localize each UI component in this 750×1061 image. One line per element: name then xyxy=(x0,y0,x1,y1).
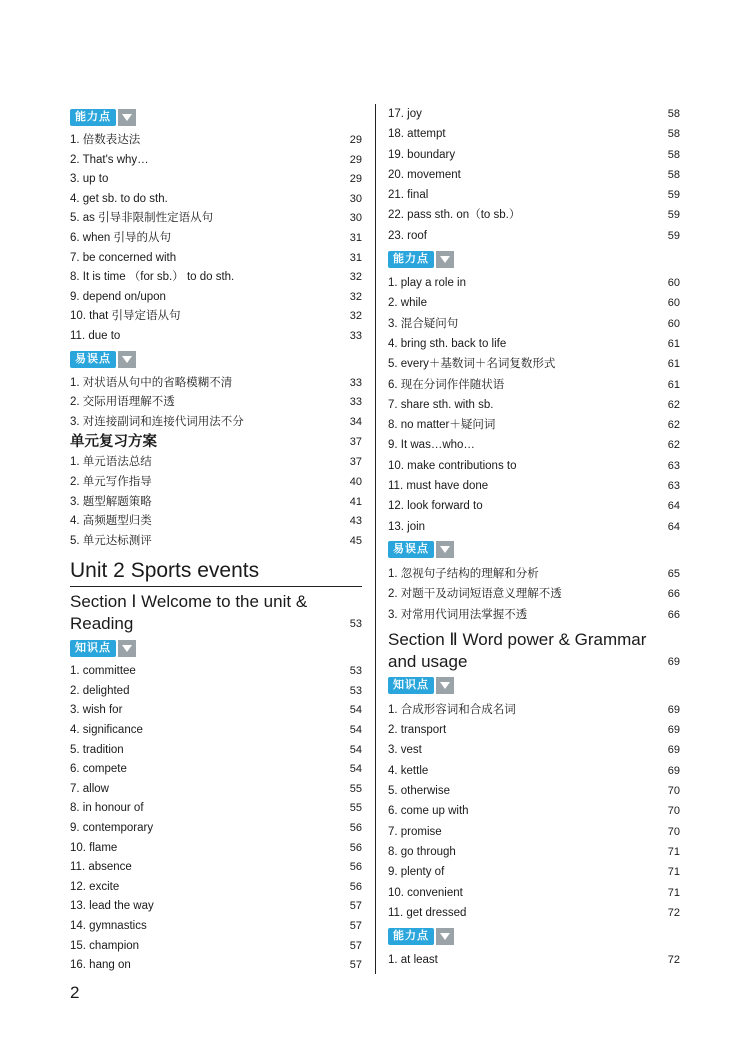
entry-label: 5. tradition xyxy=(70,743,124,756)
entry-page: 71 xyxy=(667,845,680,858)
entry-label: 6. come up with xyxy=(388,805,469,818)
toc-entry[interactable] xyxy=(70,839,362,859)
entry-page: 58 xyxy=(667,108,680,120)
entry-label: 12. excite xyxy=(70,880,120,893)
entry-label: 2. That's why… xyxy=(70,153,149,166)
toc-entry[interactable] xyxy=(388,883,680,903)
entry-page: 54 xyxy=(349,763,362,776)
entry-list xyxy=(388,564,680,625)
entry-page: 30 xyxy=(349,192,362,205)
entry-label: 5. otherwise xyxy=(388,785,451,798)
entry-page: 60 xyxy=(667,277,680,290)
entry-label: 8. no matter＋疑问词 xyxy=(388,419,496,432)
entry-page: 33 xyxy=(349,329,362,342)
entry-list xyxy=(70,662,362,976)
entry-page: 54 xyxy=(349,704,362,717)
entry-page: 53 xyxy=(349,684,362,697)
entry-label: 4. kettle xyxy=(388,764,429,777)
entry-page: 53 xyxy=(349,665,362,678)
entry-label: 1. 忽视句子结构的理解和分析 xyxy=(388,567,539,580)
toc-entry[interactable] xyxy=(70,453,362,473)
toc-entry[interactable] xyxy=(70,799,362,819)
entry-label: 8. It is time （for sb.） to do sth. xyxy=(70,271,235,284)
entry-label: 16. hang on xyxy=(70,959,131,972)
chevron-down-icon xyxy=(436,251,454,268)
entry-label: 17. joy xyxy=(388,108,422,120)
toc-entry[interactable] xyxy=(388,720,680,740)
entry-page: 33 xyxy=(349,376,362,389)
toc-entry[interactable] xyxy=(70,327,362,347)
entry-label: 12. look forward to xyxy=(388,500,483,513)
toc-entry[interactable] xyxy=(70,682,362,702)
toc-entry[interactable] xyxy=(388,226,680,246)
toc-entry[interactable] xyxy=(388,104,680,124)
entry-label: 9. contemporary xyxy=(70,822,154,835)
entry-page: 30 xyxy=(349,212,362,225)
toc-entry[interactable] xyxy=(388,293,680,313)
entry-page: 55 xyxy=(349,782,362,795)
entry-page: 57 xyxy=(349,920,362,932)
entry-list xyxy=(70,374,362,433)
entry-page: 29 xyxy=(349,134,362,146)
entry-label: 4. get sb. to do sth. xyxy=(70,192,168,205)
toc-entry[interactable] xyxy=(70,897,362,917)
entry-page: 66 xyxy=(667,588,680,601)
toc-entry[interactable] xyxy=(70,374,362,394)
entry-label: 11. must have done xyxy=(388,480,489,493)
entry-page: 54 xyxy=(349,743,362,756)
tag-label: 易误点 xyxy=(70,351,116,368)
entry-list xyxy=(70,453,362,551)
entry-page: 69 xyxy=(667,724,680,737)
toc-entry[interactable] xyxy=(388,165,680,185)
entry-label: 1. 倍数表达法 xyxy=(70,134,141,146)
entry-label: 7. be concerned with xyxy=(70,251,177,264)
entry-label: 8. go through xyxy=(388,845,456,858)
toc-entry[interactable] xyxy=(388,564,680,584)
entry-label: 2. 单元写作指导 xyxy=(70,475,152,488)
entry-label: 23. roof xyxy=(388,229,427,242)
toc-entry[interactable] xyxy=(388,950,680,970)
entry-label: 3. 对连接副词和连接代词用法不分 xyxy=(70,415,244,428)
entry-page: 57 xyxy=(349,959,362,972)
entry-page: 58 xyxy=(667,168,680,181)
toc-entry[interactable] xyxy=(388,145,680,165)
section-page: 53 xyxy=(349,618,362,631)
toc-entry[interactable] xyxy=(388,801,680,821)
entry-label: 7. allow xyxy=(70,782,109,795)
chevron-down-icon xyxy=(436,677,454,694)
entry-page: 58 xyxy=(667,128,680,141)
entry-page: 63 xyxy=(667,480,680,493)
entry-label: 9. It was…who… xyxy=(388,439,475,452)
chevron-down-icon xyxy=(118,351,136,368)
entry-label: 5. 单元达标测评 xyxy=(70,534,152,547)
entry-page: 64 xyxy=(667,520,680,533)
toc-entry[interactable] xyxy=(70,701,362,721)
chevron-down-icon xyxy=(436,541,454,558)
entry-page: 59 xyxy=(667,209,680,222)
entry-page: 61 xyxy=(667,358,680,371)
entry-page: 63 xyxy=(667,459,680,472)
entry-label: 11. due to xyxy=(70,329,121,342)
entry-label: 19. boundary xyxy=(388,148,456,161)
review-page: 37 xyxy=(349,436,362,449)
section-title-line: Reading xyxy=(70,614,134,634)
entry-label: 5. every＋基数词＋名词复数形式 xyxy=(388,358,556,371)
entry-label: 3. 混合疑问句 xyxy=(388,317,459,330)
toc-entry[interactable] xyxy=(388,517,680,537)
entry-list xyxy=(388,104,680,246)
entry-list xyxy=(388,700,680,923)
toc-entry[interactable] xyxy=(70,662,362,682)
entry-label: 4. significance xyxy=(70,724,143,737)
toc-entry[interactable] xyxy=(388,496,680,516)
toc-entry[interactable] xyxy=(388,781,680,801)
entry-label: 14. gymnastics xyxy=(70,920,147,932)
section-1-title[interactable] xyxy=(70,591,362,635)
tag-label: 能力点 xyxy=(388,251,434,268)
entry-label: 18. attempt xyxy=(388,128,446,141)
entry-page: 40 xyxy=(349,475,362,488)
entry-label: 4. bring sth. back to life xyxy=(388,337,507,350)
entry-page: 41 xyxy=(349,495,362,508)
section-title-line: Section Ⅰ Welcome to the unit & xyxy=(70,592,308,612)
entry-label: 2. while xyxy=(388,297,427,310)
toc-entry[interactable] xyxy=(70,307,362,327)
entry-label: 5. as 引导非限制性定语从句 xyxy=(70,212,214,225)
toc-entry[interactable] xyxy=(70,878,362,898)
entry-page: 43 xyxy=(349,515,362,528)
toc-entry[interactable] xyxy=(70,760,362,780)
section-page: 69 xyxy=(667,655,680,668)
entry-page: 59 xyxy=(667,189,680,202)
page-number: 2 xyxy=(70,983,80,1002)
entry-page: 71 xyxy=(667,886,680,899)
entry-page: 70 xyxy=(667,805,680,818)
chevron-down-icon xyxy=(436,928,454,945)
entry-page: 72 xyxy=(667,906,680,919)
entry-page: 34 xyxy=(349,415,362,428)
chevron-down-icon xyxy=(118,109,136,126)
entry-page: 70 xyxy=(667,825,680,838)
entry-page: 56 xyxy=(349,861,362,874)
toc-entry[interactable] xyxy=(388,862,680,882)
entry-label: 3. wish for xyxy=(70,704,123,717)
toc-entry[interactable] xyxy=(388,584,680,604)
entry-page: 60 xyxy=(667,317,680,330)
entry-page: 69 xyxy=(667,764,680,777)
entry-label: 3. 对常用代词用法掌握不透 xyxy=(388,608,528,621)
toc-entry[interactable] xyxy=(388,415,680,435)
toc-entry[interactable] xyxy=(70,288,362,308)
section-title-line: and usage xyxy=(388,651,468,671)
entry-label: 7. promise xyxy=(388,825,442,838)
entry-page: 33 xyxy=(349,396,362,409)
entry-page: 61 xyxy=(667,378,680,391)
section-2-title[interactable] xyxy=(388,629,680,673)
entry-page: 29 xyxy=(349,153,362,166)
entry-page: 58 xyxy=(667,148,680,161)
toc-entry[interactable] xyxy=(70,780,362,800)
toc-entry[interactable] xyxy=(388,205,680,225)
entry-label: 3. 题型解题策略 xyxy=(70,495,152,508)
toc-entry[interactable] xyxy=(70,917,362,937)
toc-entry[interactable] xyxy=(70,249,362,269)
entry-label: 13. join xyxy=(388,520,426,533)
entry-label: 2. transport xyxy=(388,724,447,737)
toc-entry[interactable] xyxy=(70,268,362,288)
toc-entry[interactable] xyxy=(70,493,362,513)
chevron-down-icon xyxy=(118,640,136,657)
yiwu-tag xyxy=(388,540,680,560)
entry-label: 2. delighted xyxy=(70,684,130,697)
toc-entry[interactable] xyxy=(70,937,362,957)
entry-page: 31 xyxy=(349,231,362,244)
entry-page: 32 xyxy=(349,310,362,323)
toc-entry[interactable] xyxy=(70,473,362,493)
zhishi-tag xyxy=(70,638,362,658)
entry-page: 66 xyxy=(667,608,680,621)
entry-page: 29 xyxy=(349,173,362,186)
entry-label: 1. at least xyxy=(388,954,438,967)
toc-entry[interactable] xyxy=(70,956,362,976)
entry-label: 8. in honour of xyxy=(70,802,144,815)
toc-entry[interactable] xyxy=(70,741,362,761)
entry-page: 65 xyxy=(667,567,680,580)
entry-page: 62 xyxy=(667,398,680,411)
entry-label: 6. 现在分词作伴随状语 xyxy=(388,378,505,391)
toc-entry[interactable] xyxy=(70,512,362,532)
toc-entry[interactable] xyxy=(388,314,680,334)
entry-label: 10. that 引导定语从句 xyxy=(70,310,181,323)
entry-label: 9. depend on/upon xyxy=(70,290,166,303)
entry-page: 64 xyxy=(667,500,680,513)
entry-label: 10. make contributions to xyxy=(388,459,517,472)
entry-label: 2. 对题干及动词短语意义理解不透 xyxy=(388,588,562,601)
toc-entry[interactable] xyxy=(388,605,680,625)
tag-label: 易误点 xyxy=(388,541,434,558)
entry-label: 10. convenient xyxy=(388,886,463,899)
entry-label: 1. 合成形容词和合成名词 xyxy=(388,703,516,716)
entry-page: 32 xyxy=(349,290,362,303)
toc-entry[interactable] xyxy=(388,124,680,144)
toc-entry[interactable] xyxy=(70,532,362,552)
entry-page: 72 xyxy=(667,954,680,967)
toc-entry[interactable] xyxy=(388,842,680,862)
toc-entry[interactable] xyxy=(388,761,680,781)
toc-entry[interactable] xyxy=(70,131,362,151)
toc-entry[interactable] xyxy=(70,721,362,741)
zhishi-tag xyxy=(388,676,680,696)
entry-label: 4. 高频题型归类 xyxy=(70,515,152,528)
toc-left-column xyxy=(70,104,362,976)
toc-entry[interactable] xyxy=(388,822,680,842)
entry-label: 10. flame xyxy=(70,841,118,854)
toc-entry[interactable] xyxy=(70,151,362,171)
entry-page: 69 xyxy=(667,703,680,716)
entry-page: 70 xyxy=(667,785,680,798)
entry-list xyxy=(388,273,680,537)
entry-label: 11. absence xyxy=(70,861,132,874)
toc-entry[interactable] xyxy=(70,229,362,249)
review-heading[interactable] xyxy=(70,432,362,453)
toc-entry[interactable] xyxy=(70,413,362,433)
entry-page: 69 xyxy=(667,744,680,757)
toc-entry[interactable] xyxy=(388,185,680,205)
unit-title: Unit 2 Sports events xyxy=(70,557,362,587)
entry-page: 57 xyxy=(349,900,362,913)
toc-entry[interactable] xyxy=(388,700,680,720)
entry-label: 7. share sth. with sb. xyxy=(388,398,494,411)
entry-page: 37 xyxy=(349,456,362,469)
nengli-tag xyxy=(70,107,362,127)
entry-page: 62 xyxy=(667,419,680,432)
entry-label: 15. champion xyxy=(70,939,140,952)
entry-list xyxy=(388,950,680,970)
section-title-line: Section Ⅱ Word power & Grammar xyxy=(388,629,647,649)
entry-label: 11. get dressed xyxy=(388,906,467,919)
entry-label: 1. 单元语法总结 xyxy=(70,456,152,469)
toc-entry[interactable] xyxy=(70,393,362,413)
entry-label: 9. plenty of xyxy=(388,866,445,879)
entry-label: 6. compete xyxy=(70,763,127,776)
toc-entry[interactable] xyxy=(388,456,680,476)
toc-entry[interactable] xyxy=(388,740,680,760)
entry-page: 56 xyxy=(349,880,362,893)
entry-label: 3. up to xyxy=(70,173,109,186)
toc-entry[interactable] xyxy=(388,375,680,395)
column-divider xyxy=(375,104,376,974)
tag-label: 知识点 xyxy=(70,640,116,657)
entry-page: 31 xyxy=(349,251,362,264)
entry-page: 32 xyxy=(349,271,362,284)
entry-list xyxy=(70,131,362,347)
toc-entry[interactable] xyxy=(388,354,680,374)
entry-label: 21. final xyxy=(388,189,429,202)
yiwu-tag xyxy=(70,350,362,370)
entry-label: 6. when 引导的从句 xyxy=(70,231,171,244)
entry-label: 13. lead the way xyxy=(70,900,154,913)
entry-page: 45 xyxy=(349,534,362,547)
review-title: 单元复习方案 xyxy=(70,434,157,451)
entry-page: 59 xyxy=(667,229,680,242)
entry-page: 57 xyxy=(349,939,362,952)
toc-entry[interactable] xyxy=(388,395,680,415)
toc-entry[interactable] xyxy=(70,819,362,839)
toc-entry[interactable] xyxy=(70,209,362,229)
toc-entry[interactable] xyxy=(388,435,680,455)
toc-entry[interactable] xyxy=(70,190,362,210)
entry-page: 71 xyxy=(667,866,680,879)
entry-label: 1. play a role in xyxy=(388,277,466,290)
toc-entry[interactable] xyxy=(388,476,680,496)
entry-label: 20. movement xyxy=(388,168,461,181)
tag-label: 知识点 xyxy=(388,677,434,694)
tag-label: 能力点 xyxy=(70,109,116,126)
toc-entry[interactable] xyxy=(388,334,680,354)
entry-page: 60 xyxy=(667,297,680,310)
entry-page: 61 xyxy=(667,337,680,350)
nengli-tag xyxy=(388,249,680,269)
entry-label: 1. 对状语从句中的省略模糊不清 xyxy=(70,376,233,389)
toc-right-column xyxy=(388,104,680,970)
entry-page: 56 xyxy=(349,841,362,854)
entry-label: 22. pass sth. on（to sb.） xyxy=(388,209,521,222)
entry-page: 54 xyxy=(349,724,362,737)
toc-entry[interactable] xyxy=(70,170,362,190)
entry-page: 55 xyxy=(349,802,362,815)
entry-page: 62 xyxy=(667,439,680,452)
entry-label: 2. 交际用语理解不透 xyxy=(70,396,175,409)
entry-label: 1. committee xyxy=(70,665,136,678)
toc-entry[interactable] xyxy=(70,858,362,878)
toc-entry[interactable] xyxy=(388,903,680,923)
entry-page: 56 xyxy=(349,822,362,835)
nengli-tag xyxy=(388,926,680,946)
toc-entry[interactable] xyxy=(388,273,680,293)
tag-label: 能力点 xyxy=(388,928,434,945)
entry-label: 3. vest xyxy=(388,744,422,757)
